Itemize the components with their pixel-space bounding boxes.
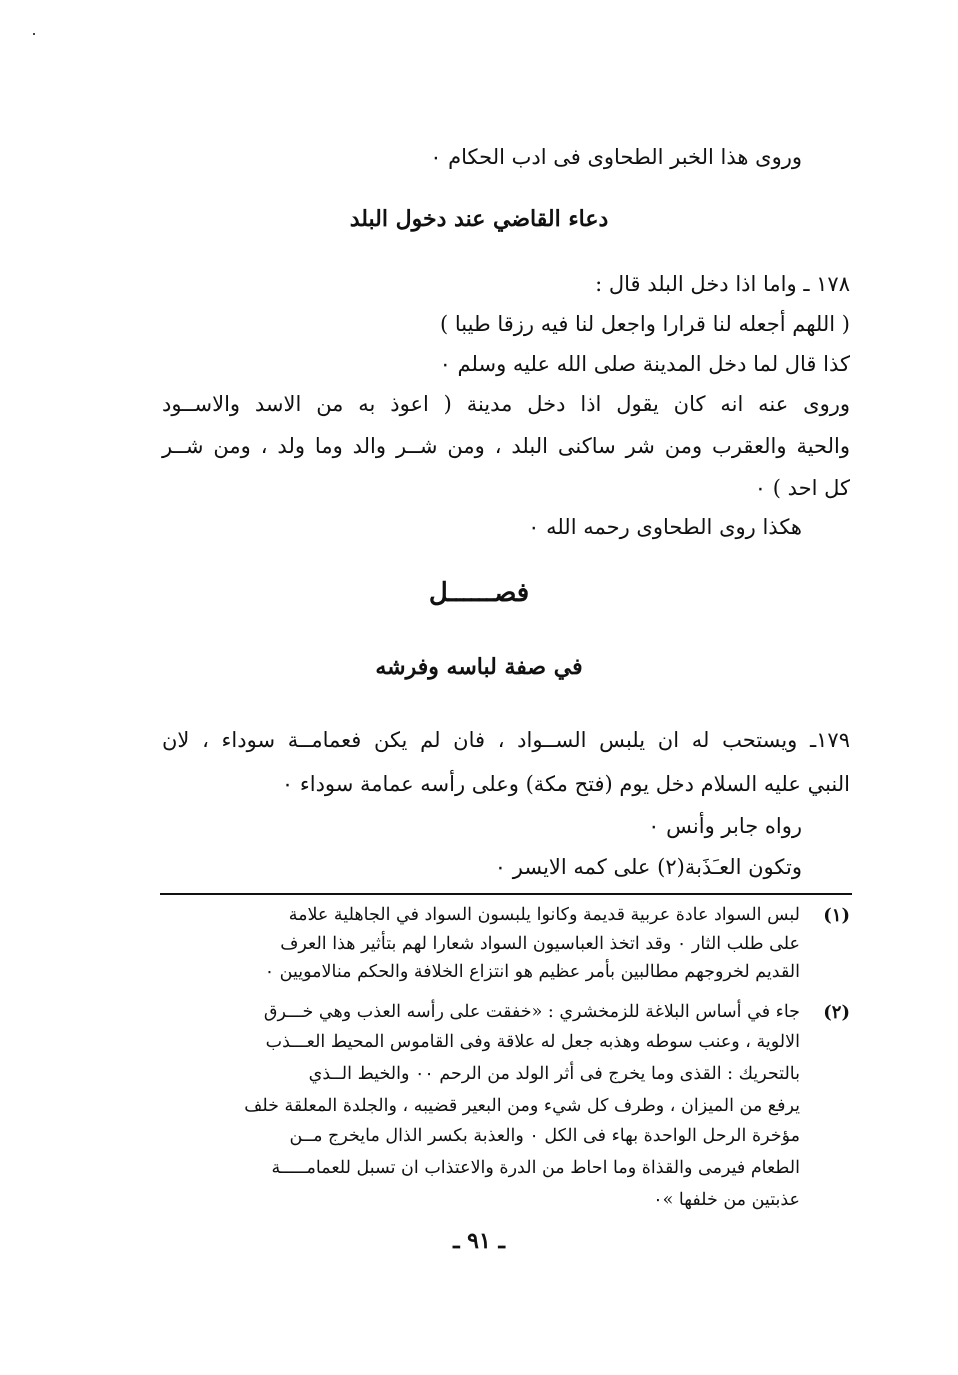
page-number: ـ ٩١ ـ [453,1228,505,1254]
footnote-1-line: القديم لخروجهم مطالبين بأمر عظيم هو انتزاع الخلافة والحكم منالامويين ٠ [264,962,800,982]
footnote-2-line: جاء في أساس البلاغة للزمخشري : «خفقت على رأسه العذب وهي خـــرق [263,1002,800,1022]
footnote-1-line: لبس السواد عادة عربية قديمة وكانوا يلبسون السواد في الجاهلية علامة [288,905,800,925]
intro-line: وروى هذا الخبر الطحاوى فى ادب الحكام ٠ [430,145,802,169]
paragraph-178-line: والحية والعقرب ومن شر ساكنى البلد ، ومن شــر والد وما ولد ، ومن شــر [162,434,850,458]
section-heading-judge-prayer: دعاء القاضي عند دخول البلد [349,206,609,232]
footnote-2-line: يرفع من الميزان ، وطرف كل شيء ومن البعير قضيبه ، والجلدة المعلقة خلف [244,1096,800,1116]
paragraph-178-line: كل احد ) ٠ [754,476,850,500]
footnote-1-line: على طلب الثار ٠ وقد اتخذ العباسيون السواد شعارا لهم بتأثير هذا العرف [280,934,800,954]
footnote-2-line: بالتحريك : القذى وما يخرج فى أثر الولد من الرحم ٠٠ والخيط الــذي [308,1064,800,1084]
paragraph-179-line: النبي عليه السلام دخل يوم (فتح مكة) وعلى رأسه عمامة سوداء ٠ [281,772,850,796]
footnote-2-line: الطعام فيرمى والقذاة وما احاط من الدرة والاعتذاب ان تسبل للعمامـــــة [271,1158,800,1178]
paragraph-179-line: رواه جابر وأنس ٠ [648,814,802,838]
paragraph-179-line: ١٧٩ـ ويستحب له ان يلبس الســواد ، فان لم يكن فعمامــة سوداء ، لان [162,728,850,752]
footnote-1-number: (١) [823,905,850,926]
footnote-2-number: (٢) [823,1002,850,1023]
section-heading-clothing: في صفة لباسه وفرشه [375,654,583,680]
paragraph-178-line: هكذا روى الطحاوى رحمه الله ٠ [528,515,802,539]
paragraph-178-line: وروى عنه انه كان يقول اذا دخل مدينة ( اعوذ به من الاسد والاســود [162,392,850,416]
scan-speck [33,33,35,35]
fasl-heading: فصــــــل [428,578,530,608]
footnote-separator [160,893,852,895]
footnote-2-line: الالوية ، وعنب سوطه وهذبه جعل له علاقة وفى القاموس المحيط العـــذب [265,1032,800,1052]
footnote-2-line: مؤخرة الرحل الواحدة بهاء فى الكل ٠ والعذبة بكسر الذال مايخرج مــن [289,1126,800,1146]
paragraph-178-line: ١٧٨ ـ واما اذا دخل البلد قال : [595,272,850,296]
paragraph-178-line: كذا قال لما دخل المدينة صلى الله عليه وسلم ٠ [439,352,850,376]
footnote-2-line: عذبتين من خلفها »٠ [653,1190,800,1210]
paragraph-179-line: وتكون العـَذَبة(٢) على كمه الايسر ٠ [494,855,802,879]
paragraph-178-line: ( اللهم أجعله لنا قرارا واجعل لنا فيه رزقا طيبا ) [440,312,850,336]
